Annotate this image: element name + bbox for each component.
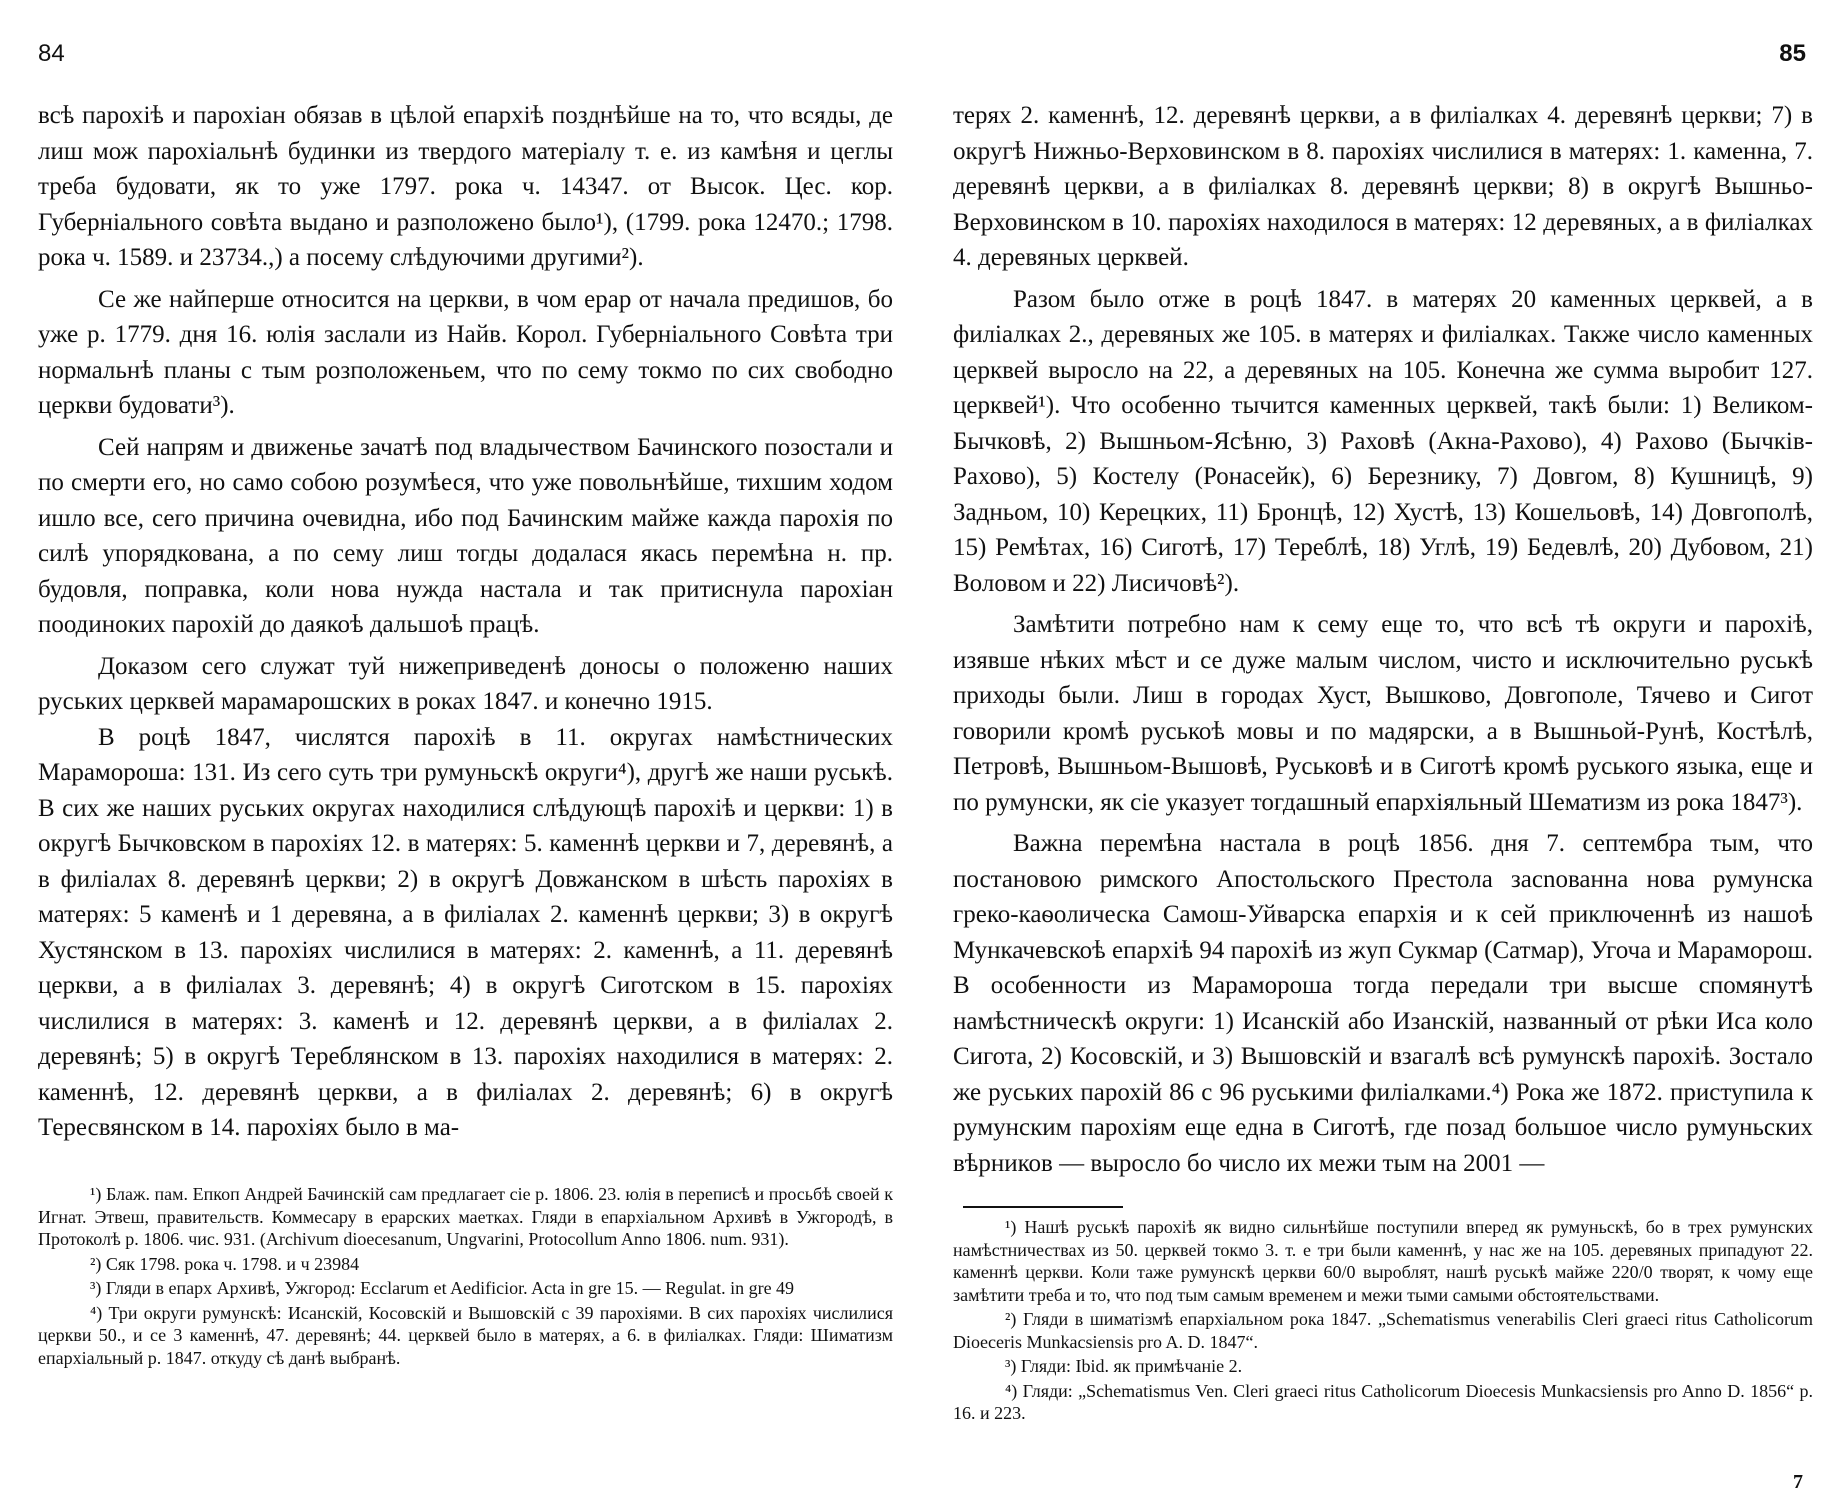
paragraph: Сей напрям и движенье зачатѣ под владычеством Бачинского позостали и по смерти его, но само собою розумѣеся, что уже повольнѣйше, тихшим ходом ишло все, сего причина очевидна, ибо под Бачинским майже кажда парохія по силѣ упорядкована, а по сему лиш тогды додалася якась перемѣна н. пр. будовля, поправка, коли нова нужда настала и так притиснула парохіан поодиноких парохій до даякоѣ дальшоѣ працѣ. — [38, 433, 893, 638]
signature-mark: 7 — [1793, 1471, 1803, 1493]
footnote: ¹) Блаж. пам. Епкоп Андрей Бачинскій сам предлагает сіе р. 1806. 23. юлія в переписѣ и просьбѣ своей к Игнат. Этвеш, правительств. Коммесару в ерарских маетках. Гляди в епархіальном Архивѣ в Ужгородѣ, в Протоколѣ р. 1806. чис. 931. (Archivum dioecesanum, Ungvarini, Protocollum Anno 1806. num. 931). — [38, 1184, 893, 1249]
body-text — [953, 98, 1813, 1181]
footnote: ³) Гляди в епарх Архивѣ, Ужгород: Ecclarum et Aedificior. Acta in gre 15. — Regulat. in gre 49 — [90, 1278, 795, 1298]
footnotes — [38, 1183, 893, 1371]
page-number: 84 — [38, 40, 65, 67]
footnote: ⁴) Гляди: „Schematismus Ven. Cleri graeci ritus Catholicorum Dioecesis Munkacsiensis pro Anno D. 1856“ p. 16. и 223. — [953, 1380, 1813, 1423]
footnote: ²) Гляди в шиматізмѣ епархіальном рока 1847. „Schematismus venerabilis Cleri graeci ritus Catholicorum Dioeceris Munkacsiensis pro A. D. 1847“. — [953, 1309, 1813, 1352]
paragraph: В роцѣ 1847, числятся парохіѣ в 11. округах намѣстнических Марамороша: 131. Из сего суть три румуньскѣ округи⁴), другѣ же наши руськѣ. В сих же наших руських округах находилися слѣдующѣ парохіѣ и церкви: 1) в округѣ Бычковском в парохіях 12. в матерях: 5. каменнѣ церкви и 7, деревянѣ, а в филіалах 8. деревянѣ церкви; 2) в округѣ Довжанском в шѣсть парохіях в матерях: 5 каменѣ и 1 деревяна, а в филіалах 2. каменнѣ церкви; 3) в округѣ Хустянском в 13. парохіях числилися в матерях: 2. каменнѣ, а 11. деревянѣ церкви, а в филіалах 3. деревянѣ; 4) в округѣ Сиготском в 15. парохіях числилися в матерях: 3. каменѣ и 12. деревянѣ церкви, а в филіалах 2. деревянѣ; 5) в округѣ Тереблянском в 13. парохіях находилися в матерях: 2. каменнѣ, 12. деревянѣ церкви, а в филіалах 2. деревянѣ; 6) в округѣ Тересвянском в 14. парохіях было в ма- — [38, 723, 893, 1141]
page-number: 85 — [1779, 40, 1806, 67]
paragraph: Разом было отже в роцѣ 1847. в матерях 20 каменных церквей, а в филіалках 2., деревяных же 105. в матерях и филіалках. Также число каменных церквей выросло на 22, а деревяных на 105. Конечна же сумма выробит 127. церквей¹). Что особенно тычится каменных церквей, такѣ были: 1) Великом-Бычковѣ, 2) Вышньом-Ясѣню, 3) Раховѣ (Акна-Рахово), 4) Рахово (Бычків-Рахово), 5) Костелу (Ронасейк), 6) Березнику, 7) Довгом, 8) Кушницѣ, 9) Задньом, 10) Керецких, 11) Бронцѣ, 12) Хустѣ, 13) Кошельовѣ, 14) Довгополѣ, 15) Ремѣтах, 16) Сиготѣ, 17) Тереблѣ, 18) Углѣ, 19) Бедевлѣ, 20) Дубовом, 21) Воловом и 22) Лисичовѣ²). — [953, 285, 1813, 597]
paragraph: Доказом сего служат туй нижеприведенѣ доносы о положеню наших руських церквей марамарошских в роках 1847. и конечно 1915. — [38, 652, 893, 715]
footnotes — [953, 1216, 1813, 1427]
footnote: ¹) Нашѣ руськѣ парохіѣ як видно сильнѣйше поступили вперед як румуньскѣ, бо в трех румунских намѣстничествах из 50. церквей токмо 3. т. е три были каменнѣ, у нас же на 105. деревяных припадуют 22. каменнѣ церкви. Коли таже румунскѣ церкви 60/0 выроблят, нашѣ руськѣ майже 220/0 творят, к чому еще замѣтити треба и то, что под тым самым временем и межи тыми самыми обстоятельствами. — [953, 1217, 1813, 1305]
body-text — [38, 98, 893, 1146]
footnote: ²) Сяк 1798. рока ч. 1798. и ч 23984 — [90, 1253, 360, 1274]
paragraph: всѣ парохіѣ и парохіан обязав в цѣлой епархіѣ позднѣйше на то, что всяды, де лиш мож парохіальнѣ будинки из твердого матеріалу т. е. из камѣня и цеглы треба будовати, як то уже 1797. рока ч. 14347. от Высок. Цес. кор. Губерніального совѣта выдано и разположено было¹), (1799. рока 12470.; 1798. рока ч. 1589. и 23734.,) а посему слѣдуючими другими²). — [38, 102, 893, 271]
paragraph: Важна перемѣна настала в роцѣ 1856. дня 7. септембра тым, что постановою римского Апостольского Престола засnованна нова румунска греко-каѳолическа Самош-Уйварска епархія и к сей приключеннѣ из нашоѣ Мункачевскоѣ епархіѣ 94 парохіѣ из жуп Сукмар (Сатмар), Угоча и Мараморош. В особенности из Марамороша тогда передали три высше спомянутѣ намѣстническѣ округи: 1) Исанскій або Изанскій, названный от рѣки Иса коло Сигота, 2) Косовскій, и 3) Вышовскій и взагалѣ всѣ румунскѣ парохіѣ. Зостало же руських парохій 86 с 96 руськими филіалками.⁴) Рока же 1872. приступила к румунским парохіям еще една в Сиготѣ, где позад большое число румуньских вѣрников — выросло бо число их межи тым на 2001 — — [953, 830, 1813, 1177]
footnote: ⁴) Три округи румунскѣ: Исанскій, Косовскій и Вышовскій с 39 парохіями. В сих парохіях числилися церкви 50., и се 3 каменнѣ, 47. деревянѣ; 44. церквей было в матерях, а 6. в филіалках. Гляди: Шиматизм епархіальный р. 1847. откуду сѣ данѣ выбранѣ. — [38, 1302, 893, 1368]
paragraph: Замѣтити потребно нам к сему еще то, что всѣ тѣ округи и парохіѣ, изявше нѣких мѣст и се дуже малым числом, чисто и исключительно руськѣ приходы были. Лиш в городах Хуст, Вышково, Довгополе, Тячево и Сигот говорили кромѣ руськоѣ мовы и по мадярски, а в Вышньой-Рунѣ, Костѣлѣ, Петровѣ, Вышньом-Вышовѣ, Руськовѣ и в Сиготѣ кромѣ руського языка, еще и по румунски, як сіе указует тогдашный епархіяльный Шематизм из рока 1847³). — [953, 611, 1813, 816]
footnote-rule — [963, 1206, 1123, 1208]
paragraph: Се же найперше относится на церкви, в чом ерар от начала предишов, бо уже р. 1779. дня 16. юлія заслали из Найв. Корол. Губерніального Совѣта три нормальнѣ планы с тым розположеньем, что по сему токмо по сих свободно церкви будовати³). — [38, 285, 893, 419]
footnote: ³) Гляди: Ibid. як примѣчаніе 2. — [1005, 1356, 1243, 1376]
paragraph: терях 2. каменнѣ, 12. деревянѣ церкви, а в филіалках 4. деревянѣ церкви; 7) в округѣ Нижньо-Верховинском в 8. парохіях числилися в матерях: 1. каменна, 7. деревянѣ церкви, а в филіалках 8. деревянѣ церкви; 8) в округѣ Вышньо-Верховинском в 10. парохіях находилося в матерях: 12 деревяных, а в филіалках 4. деревяных церквей. — [953, 102, 1813, 271]
right-page — [923, 0, 1846, 1500]
